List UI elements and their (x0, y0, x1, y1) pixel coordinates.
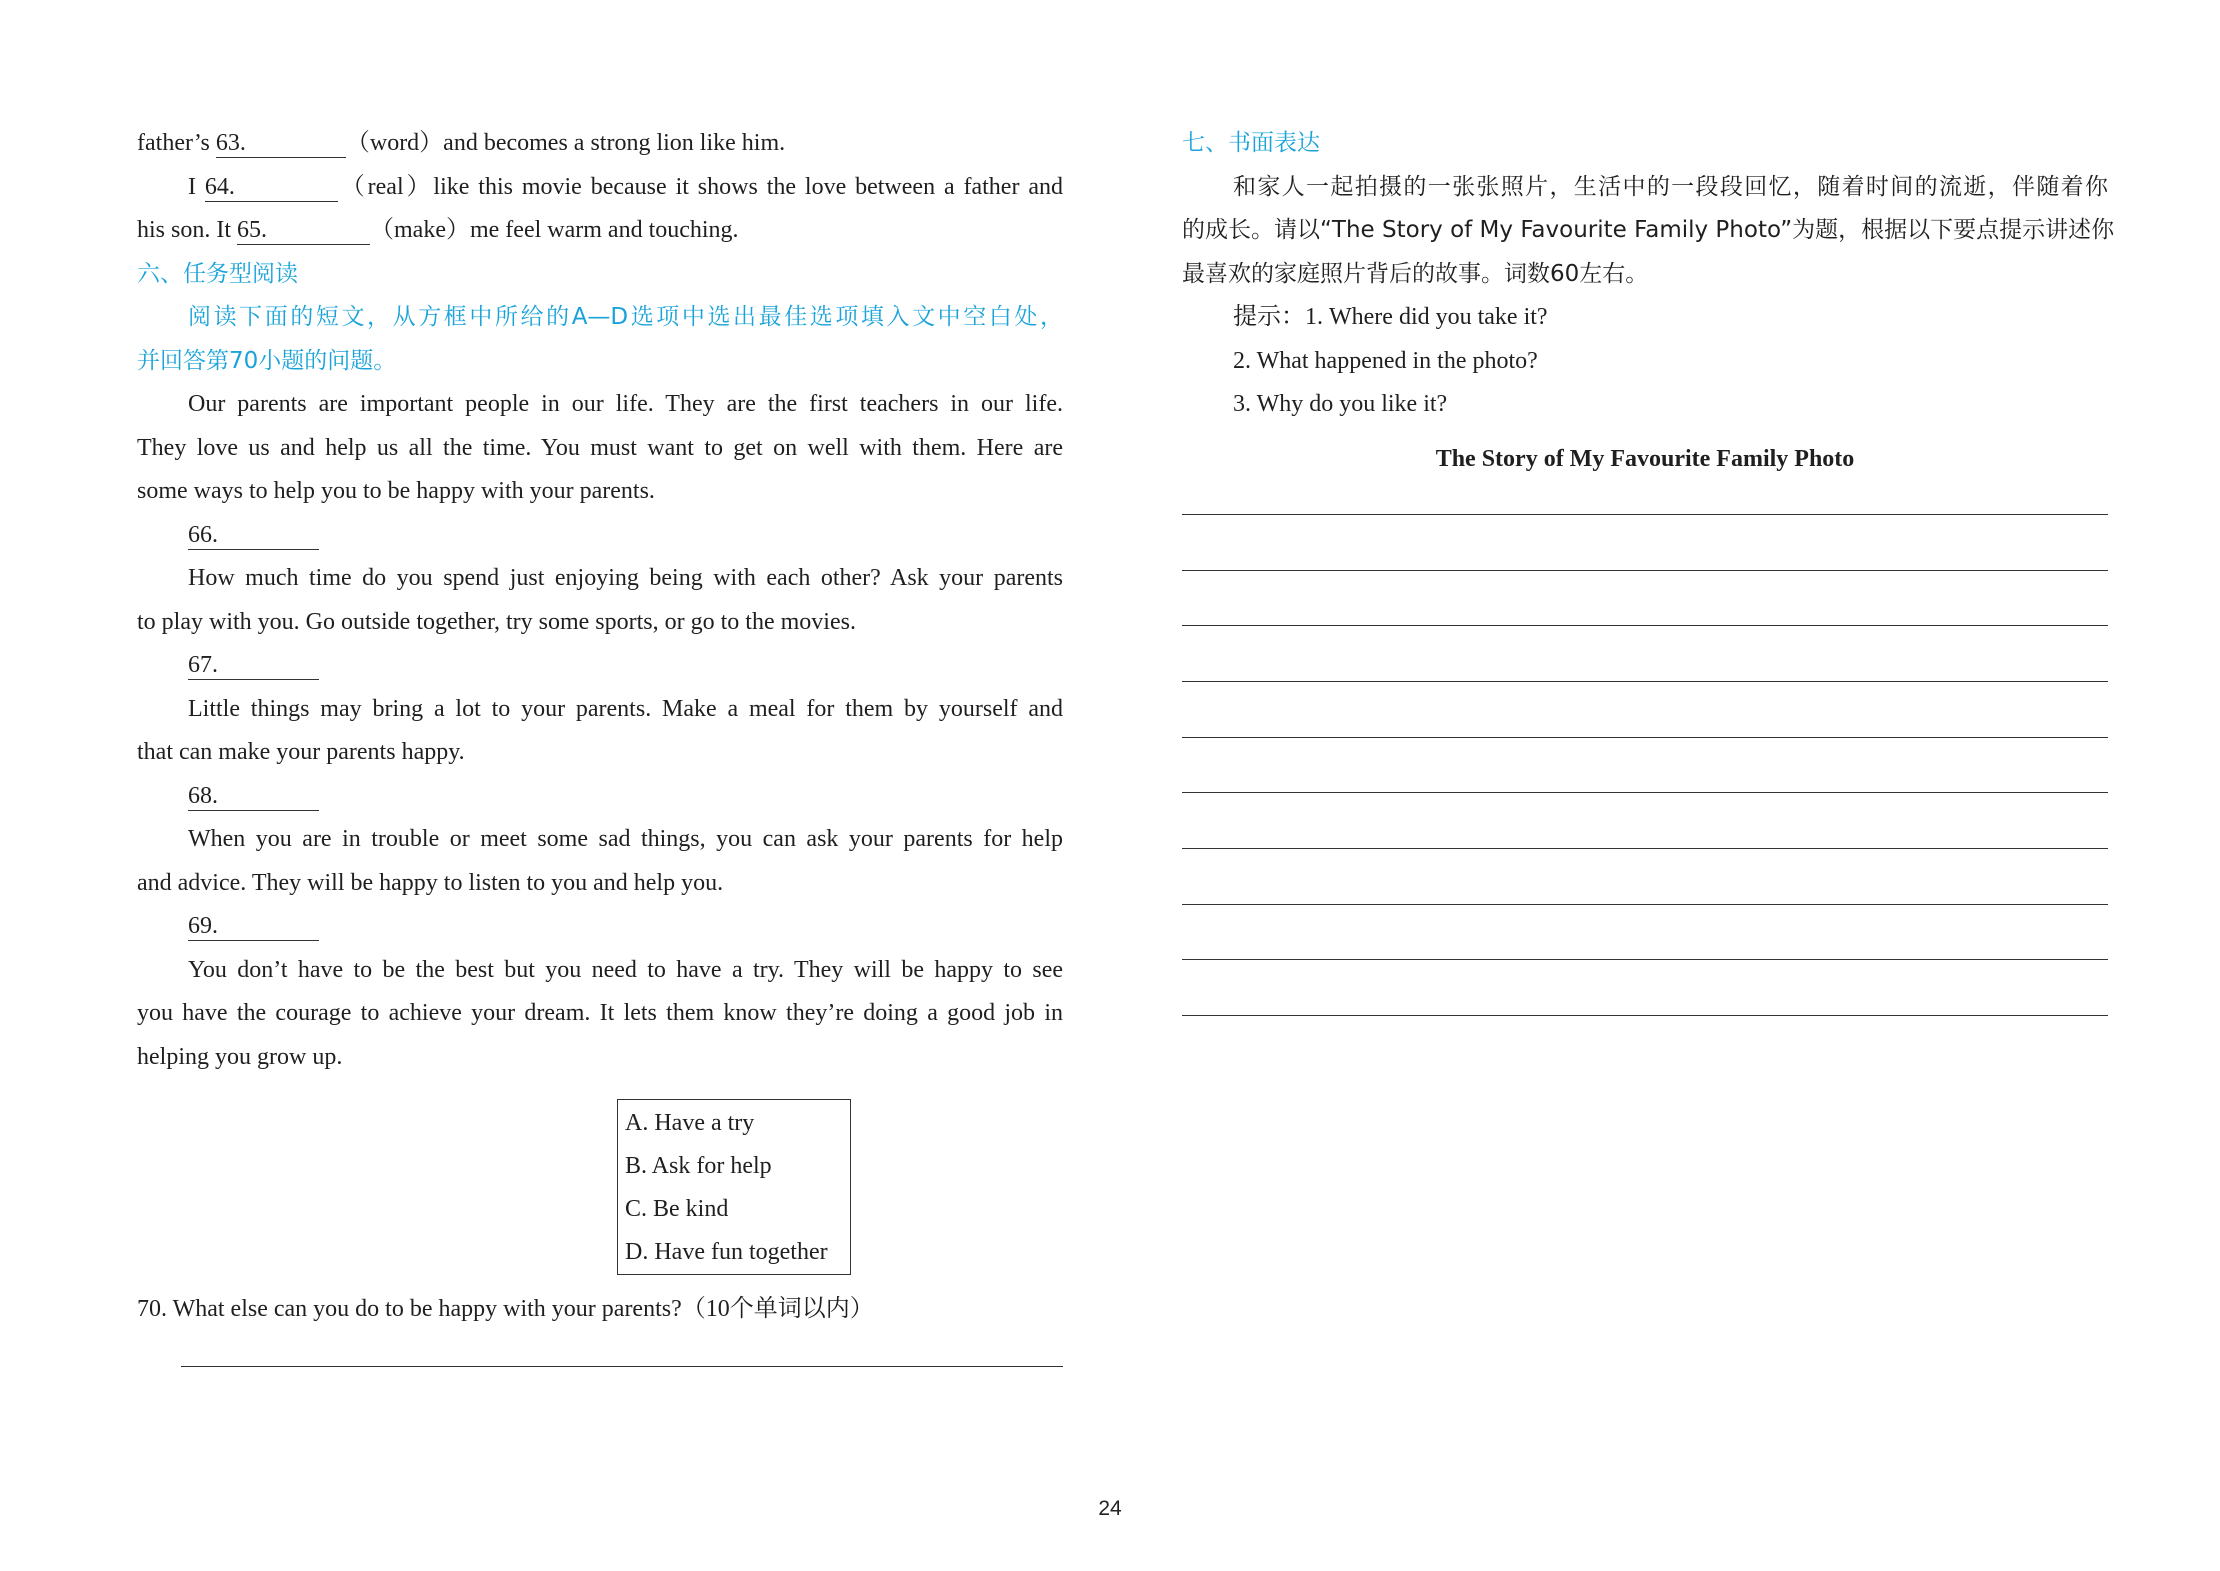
writing-line[interactable] (1182, 681, 2108, 682)
writing-tips (1182, 296, 2108, 427)
blank-63[interactable]: 63. (216, 129, 346, 158)
section-7-title: 七、书面表达 (1182, 130, 1320, 156)
blank-64[interactable]: 64. (205, 173, 338, 202)
writing-line[interactable] (1182, 1015, 2108, 1016)
para1-line-1: Our parents are important people in our life. They are the first teachers in our life. (188, 391, 1063, 417)
question-68 (137, 775, 1063, 819)
option-d: D. Have fun together (625, 1239, 828, 1265)
writing-intro-line-2: 的成长。请以“The Story of My Favourite Family Photo”为题，根据以下要点提示讲述你 (1182, 217, 2115, 243)
page-number: 24 (1098, 1497, 1122, 1520)
question-67 (137, 644, 1063, 688)
writing-line[interactable] (1182, 959, 2108, 960)
para3-line-2: that can make your parents happy. (137, 739, 465, 765)
options-box (617, 1099, 851, 1275)
left-column (137, 122, 1063, 1322)
section-6-title: 六、任务型阅读 (137, 260, 298, 287)
blank-69[interactable]: 69. (188, 912, 319, 941)
para1-line-3: some ways to help you to be happy with your parents. (137, 478, 655, 504)
para5-line-1: You don’t have to be the best but you need to have a try. They will be happy to see (188, 956, 1063, 983)
right-column (1182, 122, 2115, 472)
writing-line[interactable] (1182, 904, 2108, 905)
writing-line[interactable] (1182, 625, 2108, 626)
para5-line-3: helping you grow up. (137, 1043, 343, 1070)
question-70: 70. What else can you do to be happy with your parents?（10个单词以内） (137, 1296, 874, 1322)
question-66 (137, 514, 1063, 558)
blank-67[interactable]: 67. (188, 651, 319, 680)
section-6-instructions-line-1: 阅读下面的短文，从方框中所给的A—D选项中选出最佳选项填入文中空白处， (188, 304, 1063, 330)
writing-line[interactable] (1182, 514, 2108, 515)
tip-2: 2. What happened in the photo? (1233, 347, 1538, 374)
essay-title: The Story of My Favourite Family Photo (1435, 446, 1855, 472)
para2-line-1: How much time do you spend just enjoying being with each other? Ask your parents (188, 565, 1063, 591)
para4-line-2: and advice. They will be happy to listen to you and help you. (137, 869, 724, 896)
para2-line-2: to play with you. Go outside together, try some sports, or go to the movies. (137, 608, 856, 635)
tip-1: 提示：1. Where did you take it? (1233, 304, 1548, 330)
option-b: B. Ask for help (625, 1153, 772, 1179)
para5-line-2: you have the courage to achieve your dream. It lets them know they’re doing a good job in (137, 1000, 1063, 1026)
writing-intro-line-1: 和家人一起拍摄的一张张照片，生活中的一段段回忆，随着时间的流逝，伴随着你 (1233, 173, 2108, 200)
writing-line[interactable] (1182, 792, 2108, 793)
blank-68[interactable]: 68. (188, 782, 319, 811)
writing-line[interactable] (1182, 737, 2108, 738)
option-c: C. Be kind (625, 1196, 729, 1222)
writing-intro-line-3: 最喜欢的家庭照片背后的故事。词数60左右。 (1182, 260, 1649, 287)
passage-continuation-line-2: I 64. （real）like this movie because it shows the love between a father and (188, 173, 1063, 200)
question-69 (137, 905, 1063, 949)
passage-continuation-line-1: father’s 63. （word）and becomes a strong lion like him. (137, 130, 786, 156)
answer-line-70[interactable] (181, 1366, 1063, 1367)
para1-line-2: They love us and help us all the time. You must want to get on well with them. Here are (137, 434, 1063, 461)
tip-3: 3. Why do you like it? (1233, 391, 1448, 417)
passage-continuation-line-3: his son. It 65. （make）me feel warm and touching. (137, 217, 739, 243)
blank-65[interactable]: 65. (237, 216, 370, 245)
para3-line-1: Little things may bring a lot to your parents. Make a meal for them by yourself and (188, 695, 1063, 722)
para4-line-1: When you are in trouble or meet some sad things, you can ask your parents for help (188, 826, 1063, 852)
blank-66[interactable]: 66. (188, 521, 319, 550)
writing-line[interactable] (1182, 570, 2108, 571)
section-6-instructions-line-2: 并回答第70小题的问题。 (137, 347, 397, 374)
option-a: A. Have a try (625, 1110, 755, 1136)
writing-line[interactable] (1182, 848, 2108, 849)
